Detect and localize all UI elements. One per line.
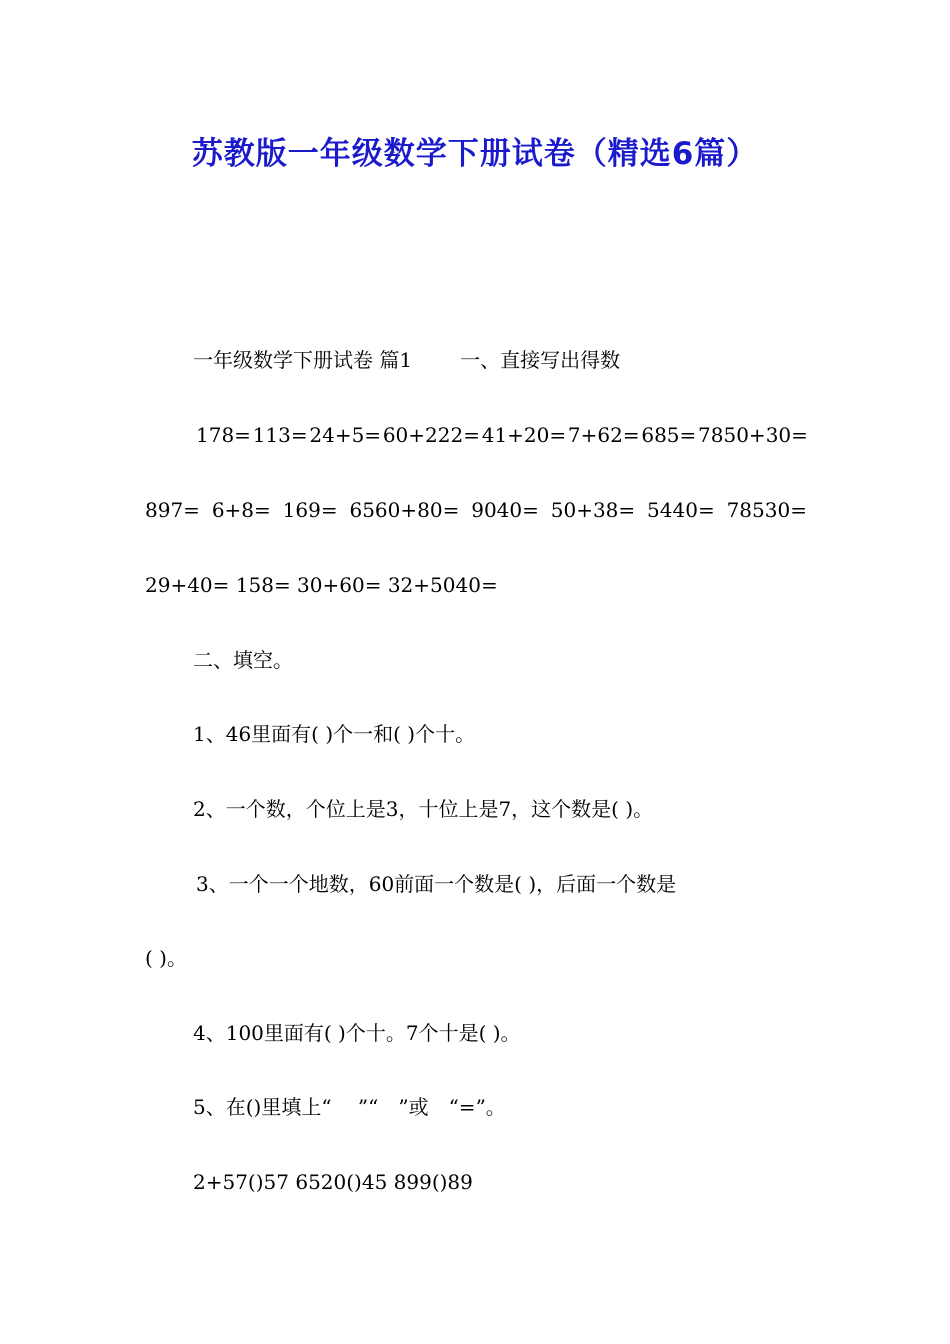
section-one-title: 一、直接写出得数 bbox=[460, 348, 621, 372]
calc-item: 7+62= bbox=[567, 423, 640, 447]
question-4: 4、100里面有( )个十。7个十是( )。 bbox=[193, 1021, 521, 1045]
calc-item: 9040= bbox=[471, 498, 539, 522]
section-heading bbox=[193, 347, 620, 373]
question-3: 3、一个一个地数，60前面一个数是( )，后面一个数是 bbox=[196, 872, 677, 896]
question-2: 2、一个数，个位上是3，十位上是7，这个数是( )。 bbox=[193, 797, 654, 821]
paper-name: 一年级数学下册试卷 篇1 bbox=[193, 348, 413, 372]
calc-item: 50+38= bbox=[550, 498, 636, 522]
calc-item: 685= bbox=[641, 423, 697, 447]
question-5-items: 2+57()57 6520()45 899()89 bbox=[193, 1170, 473, 1194]
calc-row-2 bbox=[145, 497, 807, 523]
calc-item: 178= bbox=[196, 423, 251, 447]
calc-item: 7850+30= bbox=[698, 423, 808, 447]
calc-item: 78530= bbox=[726, 498, 807, 522]
calc-item: 60+222= bbox=[382, 423, 480, 447]
calc-item: 113= bbox=[252, 423, 308, 447]
section-two-title: 二、填空。 bbox=[193, 648, 293, 672]
calc-item: 6+8= bbox=[211, 498, 271, 522]
calc-item: 41+20= bbox=[481, 423, 567, 447]
question-3-continued: ( )。 bbox=[145, 946, 187, 970]
calc-item: 6560+80= bbox=[349, 498, 460, 522]
calc-item: 169= bbox=[282, 498, 338, 522]
question-5: 5、在()里填上“ ”“ ”或 “=”。 bbox=[193, 1095, 506, 1119]
calc-row-3: 29+40= 158= 30+60= 32+5040= bbox=[145, 573, 498, 597]
question-1: 1、46里面有( )个一和( )个十。 bbox=[193, 722, 476, 746]
calc-item: 5440= bbox=[647, 498, 715, 522]
calc-item: 24+5= bbox=[309, 423, 382, 447]
calc-row-1 bbox=[196, 422, 808, 448]
calc-item: 897= bbox=[145, 498, 200, 522]
page-title: 苏教版一年级数学下册试卷（精选6篇） bbox=[191, 136, 759, 172]
